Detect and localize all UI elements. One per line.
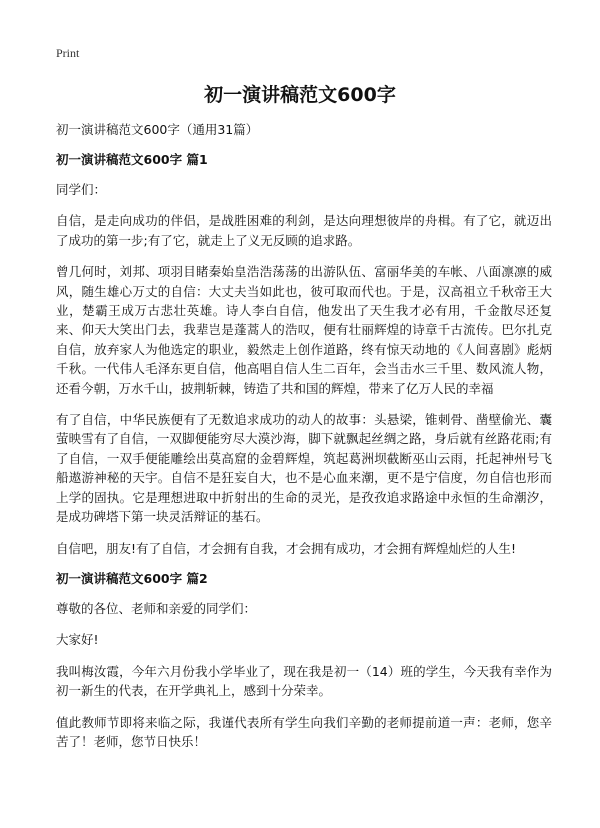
print-link[interactable]: Print [56,46,80,60]
paragraph: 自信，是走向成功的伴侣，是战胜困难的利剑，是达向理想彼岸的舟楫。有了它，就迈出了成功的第一步;有了它，就走上了义无反顾的追求路。 [56,213,552,248]
paragraph: 自信吧，朋友!有了自信，才会拥有自我，才会拥有成功，才会拥有辉煌灿烂的人生! [56,540,517,556]
paragraph: 值此教师节即将来临之际，我谨代表所有学生向我们辛勤的老师提前道一声：老师，您辛苦了！老师，您节日快乐！ [56,714,552,749]
section-heading: 初一演讲稿范文600字 篇1 [56,152,208,167]
paragraph: 我叫梅汝霞，今年六月份我小学毕业了，现在我是初一（14）班的学生，今天我有幸作为初一新生的代表，在开学典礼上，感到十分荣幸。 [56,663,552,699]
paragraph: 有了自信，中华民族便有了无数追求成功的动人的故事：头悬梁，锥刺骨、凿壁偷光、囊萤映雪有了自信，一双脚便能穷尽大漠沙海，脚下就飘起丝绸之路，身后就有丝路花雨;有了自信，一双手便能雕绘出莫高窟的金碧辉煌，筑起葛洲坝截断巫山云雨，托起神州号飞船遨游神秘的天宇。自信不是狂妄自大，也不是心血来潮，更不是宁信度，勿自信也形而上学的固执。它是理想进取中折射出的生命的灵光，是孜孜追求路途中永恒的生命潮汐，是成功碑塔下第一块灵活辩证的基石。 [56,412,552,525]
paragraph-greeting: 尊敬的各位、老师和亲爱的同学们： [56,600,257,616]
paragraph-greeting: 同学们： [56,182,107,197]
paragraph: 曾几何时，刘邦、项羽目睹秦始皇浩浩荡荡的出游队伍、富丽华美的车帐、八面凛凛的威风，随生雄心万丈的自信：大丈夫当如此也，彼可取而代也。于是，汉高祖立千秋帝王大业，楚霸王成万古悲壮英雄。诗人李白自信，他发出了天生我才必有用，千金散尽还复来、仰天大笑出门去，我辈岂是蓬蒿人的浩叹，便有壮丽辉煌的诗章千古流传。巴尔扎克自信，放弃家人为他选定的职业，毅然走上创作道路，终有惊天动地的《人间喜剧》彪炳千秋。一代伟人毛泽东更自信，他高唱自信人生二百年，会当击水三千里、数风流人物，还看今朝，万水千山，披荆斩棘，铸造了共和国的辉煌，带来了亿万人民的幸福 [56,264,552,396]
article-body [56,121,552,763]
section-1 [56,151,552,558]
page-title: 初一演讲稿范文600字 [204,84,396,106]
section-heading: 初一演讲稿范文600字 篇2 [56,570,208,586]
section-2 [56,570,552,751]
document-subtitle: 初一演讲稿范文600字（通用31篇） [56,122,259,137]
paragraph: 大家好! [56,632,99,648]
